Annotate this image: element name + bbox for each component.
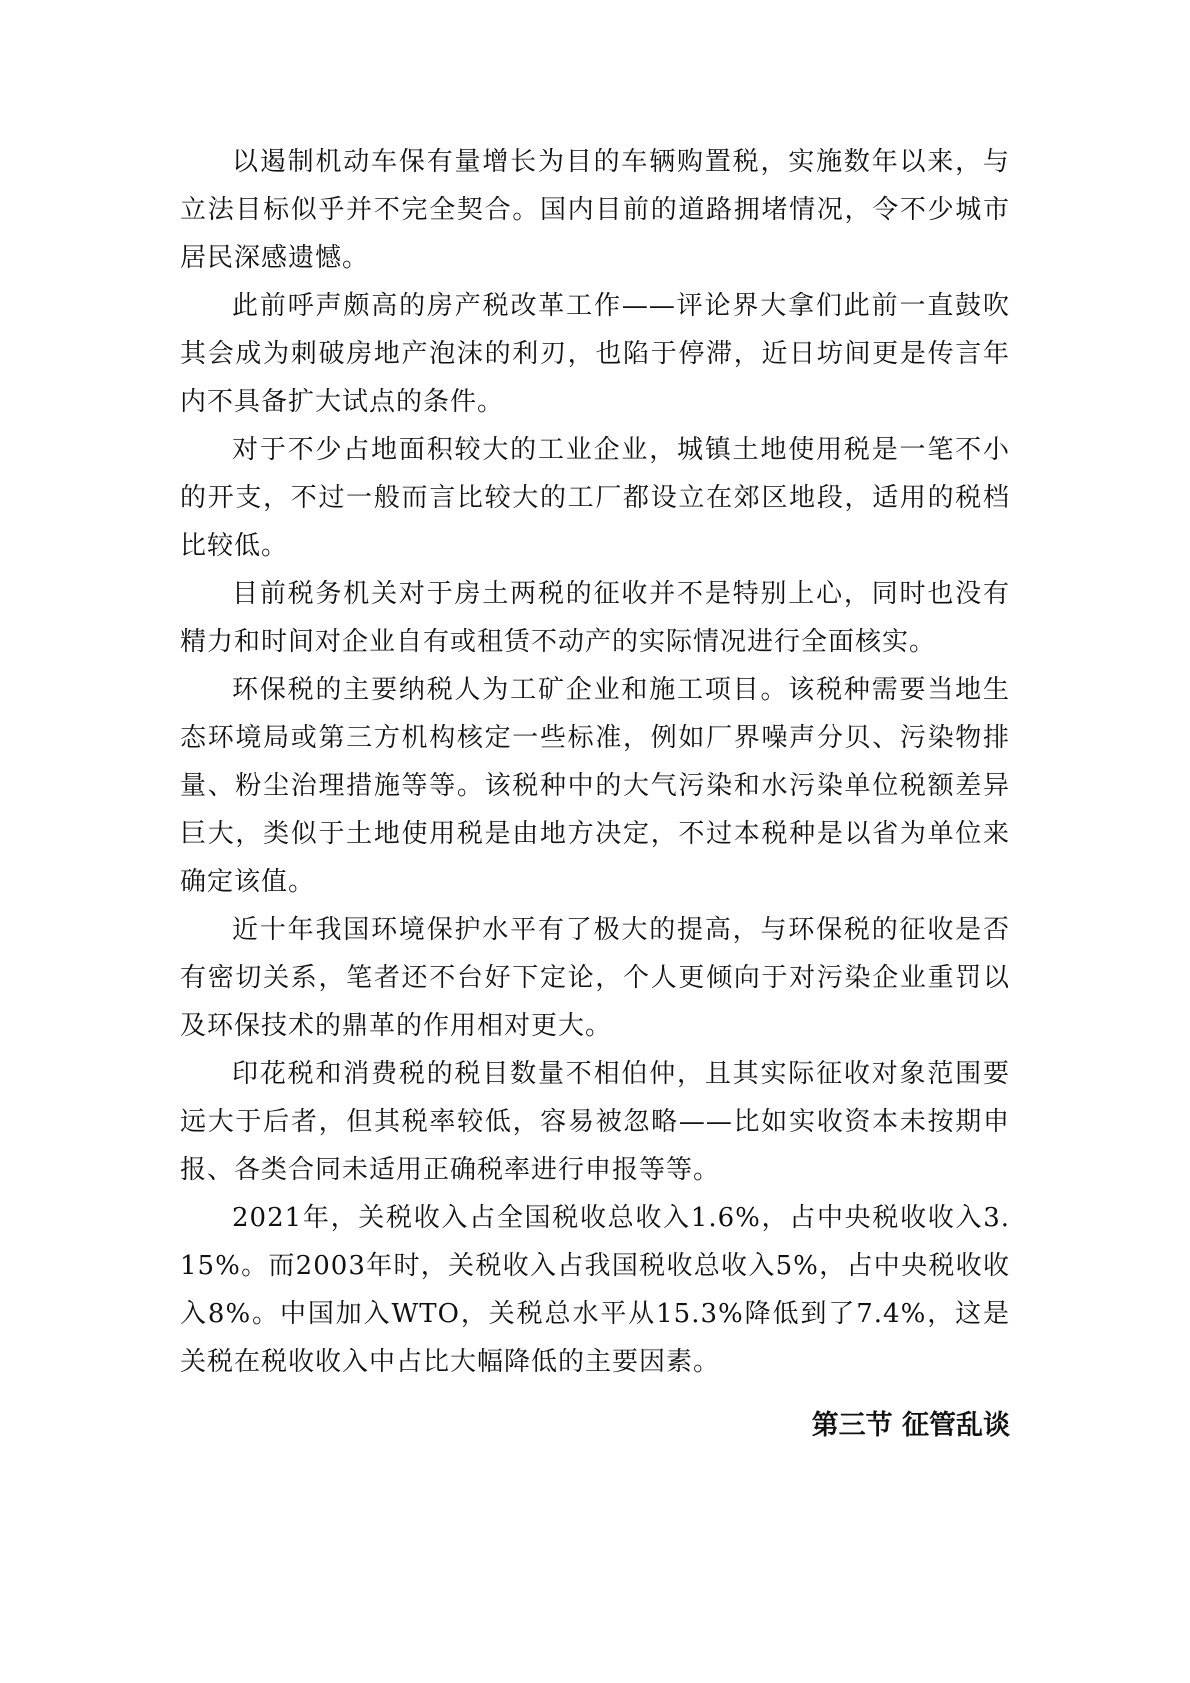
paragraph-tax-authority: 目前税务机关对于房土两税的征收并不是特别上心，同时也没有精力和时间对企业自有或租赁不动产的实际情况进行全面核实。 — [180, 579, 1010, 657]
paragraph-customs-duty: 2021年，关税收入占全国税收总收入1.6%，占中央税收收入3.15%。而2003年时，关税收入占我国税收总收入5%，占中央税收收入8%。中国加入WTO，关税总水平从15.3%降低到了7.4%，这是关税在税收收入中占比大幅降低的主要因素。 — [180, 1203, 1010, 1377]
document-body — [180, 138, 1010, 1386]
paragraph-land-use-tax: 对于不少占地面积较大的工业企业，城镇土地使用税是一笔不小的开支，不过一般而言比较大的工厂都设立在郊区地段，适用的税档比较低。 — [180, 435, 1010, 561]
paragraph-property-tax: 此前呼声颇高的房产税改革工作——评论界大拿们此前一直鼓吹其会成为刺破房地产泡沫的利刃，也陷于停滞，近日坊间更是传言年内不具备扩大试点的条件。 — [180, 291, 1010, 417]
section-heading: 第三节 征管乱谈 — [811, 1410, 1010, 1441]
paragraph-environmental-tax: 环保税的主要纳税人为工矿企业和施工项目。该税种需要当地生态环境局或第三方机构核定一些标准，例如厂界噪声分贝、污染物排量、粉尘治理措施等等。该税种中的大气污染和水污染单位税额差异巨大，类似于土地使用税是由地方决定，不过本税种是以省为单位来确定该值。 — [180, 675, 1010, 897]
paragraph-stamp-consumption-tax: 印花税和消费税的税目数量不相伯仲，且其实际征收对象范围要远大于后者，但其税率较低，容易被忽略——比如实收资本未按期申报、各类合同未适用正确税率进行申报等等。 — [180, 1059, 1010, 1185]
paragraph-vehicle-purchase-tax: 以遏制机动车保有量增长为目的车辆购置税，实施数年以来，与立法目标似乎并不完全契合。国内目前的道路拥堵情况，令不少城市居民深感遗憾。 — [180, 147, 1010, 273]
paragraph-environment-protection: 近十年我国环境保护水平有了极大的提高，与环保税的征收是否有密切关系，笔者还不台好下定论，个人更倾向于对污染企业重罚以及环保技术的鼎革的作用相对更大。 — [180, 915, 1010, 1041]
